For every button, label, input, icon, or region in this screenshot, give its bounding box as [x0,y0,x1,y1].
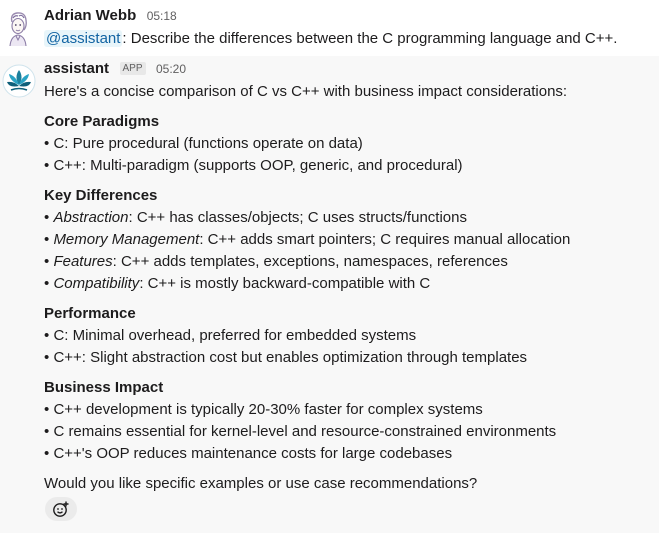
add-reaction-icon [52,500,70,518]
list-item: • C remains essential for kernel-level and resource-constrained environments [44,423,557,440]
list-item: • C: Minimal overhead, preferred for embedded systems [44,327,417,344]
user-message [0,0,659,56]
assistant-author-name[interactable]: assistant [44,60,110,77]
assistant-message-time[interactable]: 05:20 [155,62,186,76]
assistant-message [0,56,659,533]
list-item: • C++ development is typically 20-30% faster for complex systems [44,401,483,418]
list-item: • Memory Management: C++ adds smart pointers; C requires manual allocation [44,231,571,248]
user-message-header [44,7,177,25]
add-reaction-button[interactable] [45,497,77,521]
assistant-message-header [44,60,186,78]
list-item: • Compatibility: C++ is mostly backward-compatible with C [44,275,431,292]
section-heading-key-differences: Key Differences [44,187,158,204]
list-item: • C: Pure procedural (functions operate on data) [44,135,363,152]
assistant-message-body [44,81,644,495]
list-item: • C++: Slight abstraction cost but enables optimization through templates [44,349,528,366]
assistant-avatar-icon[interactable] [2,64,36,98]
intro-text: Here's a concise comparison of C vs C++ with business impact considerations: [44,83,568,100]
user-message-text [44,30,617,47]
list-item: • Abstraction: C++ has classes/objects; C uses structs/functions [44,209,467,226]
user-message-body: : Describe the differences between the C programming language and C++. [122,30,618,47]
closing-text: Would you like specific examples or use case recommendations? [44,475,478,492]
app-badge: APP [120,62,146,75]
list-item: • C++: Multi-paradigm (supports OOP, generic, and procedural) [44,157,463,174]
list-item: • C++'s OOP reduces maintenance costs for large codebases [44,445,453,462]
user-avatar-icon[interactable] [6,10,30,48]
section-heading-performance: Performance [44,305,136,322]
user-message-time[interactable]: 05:18 [146,9,177,23]
user-author-name[interactable]: Adrian Webb [44,7,137,24]
section-heading-business-impact: Business Impact [44,379,164,396]
list-item: • Features: C++ adds templates, exceptions, namespaces, references [44,253,508,270]
assistant-mention[interactable]: @assistant [46,30,121,47]
section-heading-core-paradigms: Core Paradigms [44,113,160,130]
